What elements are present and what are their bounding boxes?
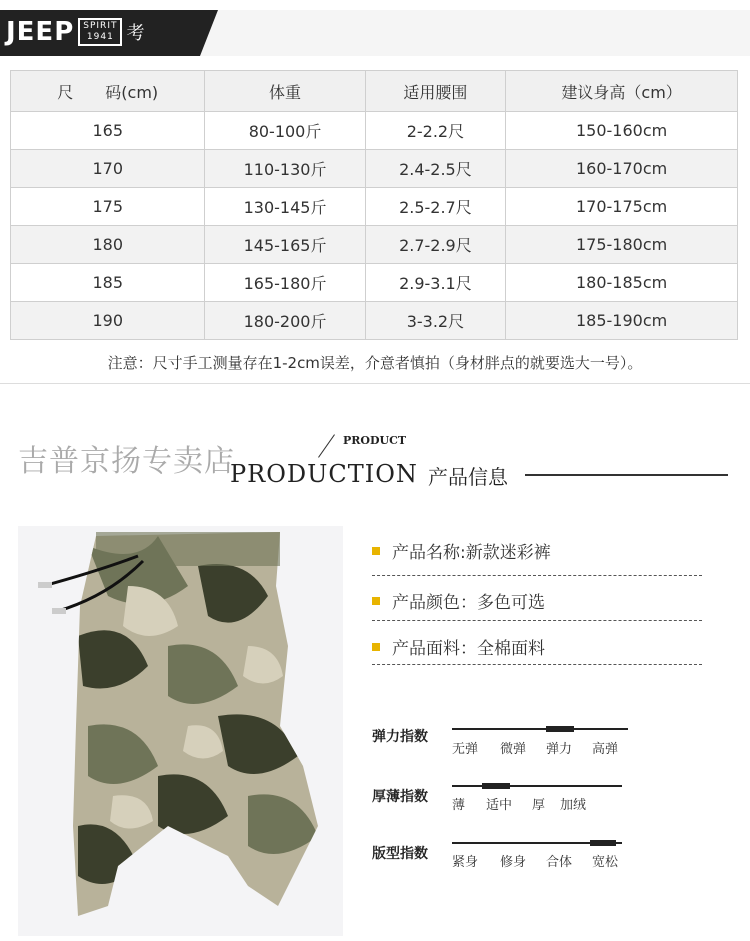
- cell-waist: 3-3.2尺: [365, 302, 506, 340]
- heading-rule: [525, 474, 728, 476]
- option-label: 修身: [500, 855, 527, 870]
- elasticity-marker: [546, 726, 574, 732]
- elasticity-index-label: 弹力指数: [372, 729, 428, 745]
- cell-size: 170: [11, 150, 205, 188]
- option-label: 适中: [486, 798, 513, 813]
- cell-size: 190: [11, 302, 205, 340]
- cell-height: 150-160cm: [506, 112, 738, 150]
- bullet-icon: [372, 597, 380, 605]
- option-label: 厚: [532, 798, 546, 813]
- production-heading: PRODUCTION: [230, 460, 418, 488]
- header-weight: 体重: [205, 71, 365, 112]
- option-label: 合体: [546, 855, 573, 870]
- cell-weight: 145-165斤: [205, 226, 365, 264]
- cell-weight: 110-130斤: [205, 150, 365, 188]
- header-waist: 适用腰围: [365, 71, 506, 112]
- option-label: 无弹: [452, 742, 479, 757]
- info-item: [372, 538, 551, 563]
- banner-stripe: [200, 10, 750, 56]
- brand-logo: [6, 12, 144, 52]
- section-divider: [0, 383, 750, 384]
- cell-size: 180: [11, 226, 205, 264]
- info-item: [372, 588, 545, 613]
- cell-weight: 130-145斤: [205, 188, 365, 226]
- fit-marker: [590, 840, 616, 846]
- cell-height: 175-180cm: [506, 226, 738, 264]
- header-slash: [318, 434, 335, 458]
- cell-height: 170-175cm: [506, 188, 738, 226]
- size-table-header: [11, 71, 738, 112]
- info-item-label: 产品面料：全棉面料: [392, 639, 545, 659]
- info-item-label: 产品名称:新款迷彩裤: [392, 543, 551, 563]
- fit-index-label: 版型指数: [372, 846, 428, 862]
- option-label: 紧身: [452, 855, 479, 870]
- cell-weight: 180-200斤: [205, 302, 365, 340]
- dashed-divider: [372, 575, 702, 576]
- thickness-track: [452, 785, 622, 787]
- cell-size: 175: [11, 188, 205, 226]
- info-item-label: 产品颜色：多色可选: [392, 593, 545, 613]
- option-label: 宽松: [592, 855, 619, 870]
- table-row: [11, 226, 738, 264]
- cell-waist: 2.5-2.7尺: [365, 188, 506, 226]
- fit-options: [452, 851, 632, 870]
- brand-spirit-badge: [78, 18, 122, 46]
- cell-height: 160-170cm: [506, 150, 738, 188]
- table-row: [11, 188, 738, 226]
- thickness-marker: [482, 783, 510, 789]
- dashed-divider: [372, 664, 702, 665]
- product-small-heading: PRODUCT: [343, 434, 407, 447]
- brand-name: JEEP: [6, 17, 75, 47]
- cell-size: 185: [11, 264, 205, 302]
- elasticity-options: [452, 738, 632, 757]
- size-note: 注意：尺寸手工测量存在1-2cm误差，介意者慎拍（身材胖点的就要选大一号）。: [107, 354, 643, 372]
- size-table: [10, 70, 738, 340]
- cell-height: 180-185cm: [506, 264, 738, 302]
- cell-waist: 2.4-2.5尺: [365, 150, 506, 188]
- bullet-icon: [372, 547, 380, 555]
- header-size: 尺 码(cm): [11, 71, 205, 112]
- product-photo: [18, 526, 343, 936]
- elasticity-track: [452, 728, 628, 730]
- option-label: 微弹: [500, 742, 527, 757]
- banner-suffix: 考: [126, 23, 145, 44]
- info-item: [372, 634, 545, 659]
- option-label: 弹力: [546, 742, 573, 757]
- option-label: 薄: [452, 798, 466, 813]
- cell-height: 185-190cm: [506, 302, 738, 340]
- product-info-heading: 产品信息: [428, 465, 508, 489]
- option-label: 加绒: [560, 798, 587, 813]
- bullet-icon: [372, 643, 380, 651]
- camo-pants-image: [18, 526, 343, 936]
- thickness-options: [452, 794, 600, 813]
- table-row: [11, 150, 738, 188]
- option-label: 高弹: [592, 742, 619, 757]
- table-row: [11, 264, 738, 302]
- cell-size: 165: [11, 112, 205, 150]
- cell-waist: 2.9-3.1尺: [365, 264, 506, 302]
- table-row: [11, 302, 738, 340]
- cell-waist: 2.7-2.9尺: [365, 226, 506, 264]
- brand-year: 1941: [86, 32, 114, 42]
- store-name: 吉普京扬专卖店: [18, 444, 235, 479]
- cell-weight: 165-180斤: [205, 264, 365, 302]
- cell-weight: 80-100斤: [205, 112, 365, 150]
- header-height: 建议身高（cm）: [506, 71, 738, 112]
- brand-spirit: SPIRIT: [83, 21, 118, 31]
- thickness-index-label: 厚薄指数: [372, 789, 428, 805]
- table-row: [11, 112, 738, 150]
- dashed-divider: [372, 620, 702, 621]
- cell-waist: 2-2.2尺: [365, 112, 506, 150]
